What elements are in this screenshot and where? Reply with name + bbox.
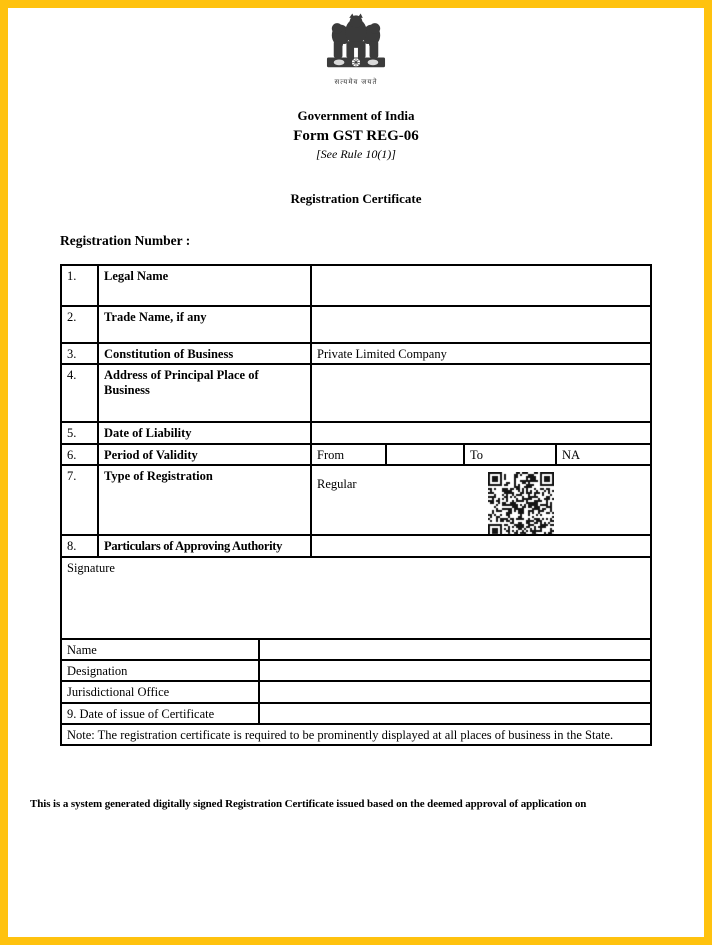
row-label: Legal Name — [98, 265, 311, 306]
validity-from-label: From — [311, 444, 386, 465]
row-legal-name — [61, 265, 651, 306]
row-date-of-liability — [61, 422, 651, 443]
row-period-of-validity — [61, 444, 651, 465]
row-label: Designation — [61, 660, 259, 681]
row-number: 4. — [61, 364, 98, 422]
row-number: 1. — [61, 265, 98, 306]
row-number: 3. — [61, 343, 98, 364]
row-date-of-issue — [61, 703, 651, 724]
emblem-graphic — [320, 13, 392, 73]
validity-to-label: To — [464, 444, 556, 465]
row-value — [311, 422, 651, 443]
row-label: Address of Principal Place of Business — [98, 364, 311, 422]
row-principal-address — [61, 364, 651, 422]
row-jurisdictional-office — [61, 681, 651, 702]
row-value — [311, 535, 651, 556]
row-label: Constitution of Business — [98, 343, 311, 364]
row-label: 9. Date of issue of Certificate — [61, 703, 259, 724]
footer-statement: This is a system generated digitally signed Registration Certificate issued based on the deemed approval of application on — [30, 798, 587, 811]
row-value — [311, 364, 651, 422]
row-number: 2. — [61, 306, 98, 343]
india-national-emblem-icon — [311, 13, 401, 86]
row-label: Type of Registration — [98, 465, 311, 535]
row-value: Private Limited Company — [311, 343, 651, 364]
row-number: 8. — [61, 535, 98, 556]
row-label: Trade Name, if any — [98, 306, 311, 343]
row-label: Name — [61, 639, 259, 660]
row-value — [259, 660, 651, 681]
row-approving-authority — [61, 535, 651, 556]
qr-code — [488, 472, 554, 535]
row-label: Particulars of Approving Authority — [98, 535, 311, 556]
rule-reference: [See Rule 10(1)] — [316, 147, 396, 161]
row-value — [311, 265, 651, 306]
row-value — [259, 639, 651, 660]
row-note — [61, 724, 651, 745]
row-value — [311, 306, 651, 343]
emblem-motto: सत्यमेव जयते — [334, 78, 378, 86]
validity-to-value: NA — [556, 444, 651, 465]
row-label: Jurisdictional Office — [61, 681, 259, 702]
registration-number-label: Registration Number : — [60, 233, 191, 248]
row-designation — [61, 660, 651, 681]
row-label: Period of Validity — [98, 444, 311, 465]
note-text: Note: The registration certificate is required to be prominently displayed at all places of business in the State. — [61, 724, 651, 745]
row-number: 6. — [61, 444, 98, 465]
row-value — [259, 681, 651, 702]
certificate-title: Registration Certificate — [290, 191, 422, 206]
registration-type-value: Regular — [317, 477, 357, 492]
row-signature — [61, 557, 651, 639]
row-name — [61, 639, 651, 660]
row-number: 7. — [61, 465, 98, 535]
row-value — [259, 703, 651, 724]
form-title: Form GST REG-06 — [293, 128, 419, 144]
row-label: Date of Liability — [98, 422, 311, 443]
government-title: Government of India — [297, 108, 415, 123]
certificate-table — [60, 264, 652, 746]
signature-cell: Signature — [61, 557, 651, 639]
row-number: 5. — [61, 422, 98, 443]
row-trade-name — [61, 306, 651, 343]
row-constitution — [61, 343, 651, 364]
row-value — [311, 465, 651, 535]
validity-from-value — [386, 444, 464, 465]
row-type-of-registration — [61, 465, 651, 535]
